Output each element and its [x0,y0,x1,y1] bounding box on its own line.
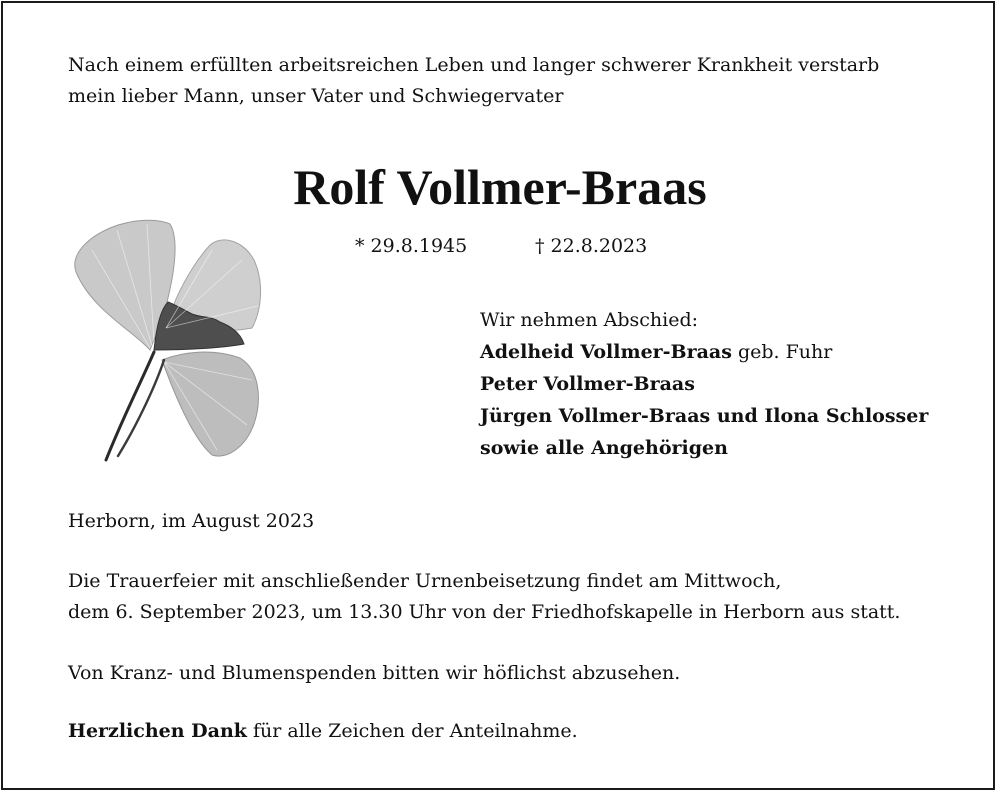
mourner-line-3: Jürgen Vollmer-Braas und Ilona Schlosser [480,405,929,427]
leaf-stem-1 [106,352,154,460]
mourner-line-2: Peter Vollmer-Braas [480,373,695,395]
deceased-name: Rolf Vollmer-Braas [293,159,707,215]
leaf-stem-2 [118,360,164,456]
leaf-lobe-bottom [162,352,258,456]
mourners-block [480,304,928,464]
ginkgo-leaf-icon [62,210,267,472]
birth-date: * 29.8.1945 [355,235,468,257]
death-date: † 22.8.2023 [535,235,648,257]
intro-text [68,50,948,112]
mourner-line-4: sowie alle Angehörigen [480,437,728,459]
place-date: Herborn, im August 2023 [68,510,315,532]
flowers-note: Von Kranz- und Blumenspenden bitten wir höflichst abzusehen. [68,662,681,684]
thanks-text [68,716,578,746]
service-line-2: dem 6. September 2023, um 13.30 Uhr von der Friedhofskapelle in Herborn aus statt. [68,601,901,623]
service-text [68,566,968,628]
mourner-line-1 [480,336,928,368]
intro-line-1: Nach einem erfüllten arbeitsreichen Leben und langer schwerer Krankheit verstarb [68,54,880,76]
mourner-name-adelheid: Adelheid Vollmer-Braas [480,341,732,363]
thanks-bold: Herzlichen Dank [68,720,247,742]
mourner-birthname: geb. Fuhr [731,341,833,363]
mourners-heading: Wir nehmen Abschied: [480,309,699,331]
thanks-rest: für alle Zeichen der Anteilnahme. [246,720,578,742]
service-line-1: Die Trauerfeier mit anschließender Urnenbeisetzung findet am Mittwoch, [68,570,782,592]
intro-line-2: mein lieber Mann, unser Vater und Schwiegervater [68,85,564,107]
